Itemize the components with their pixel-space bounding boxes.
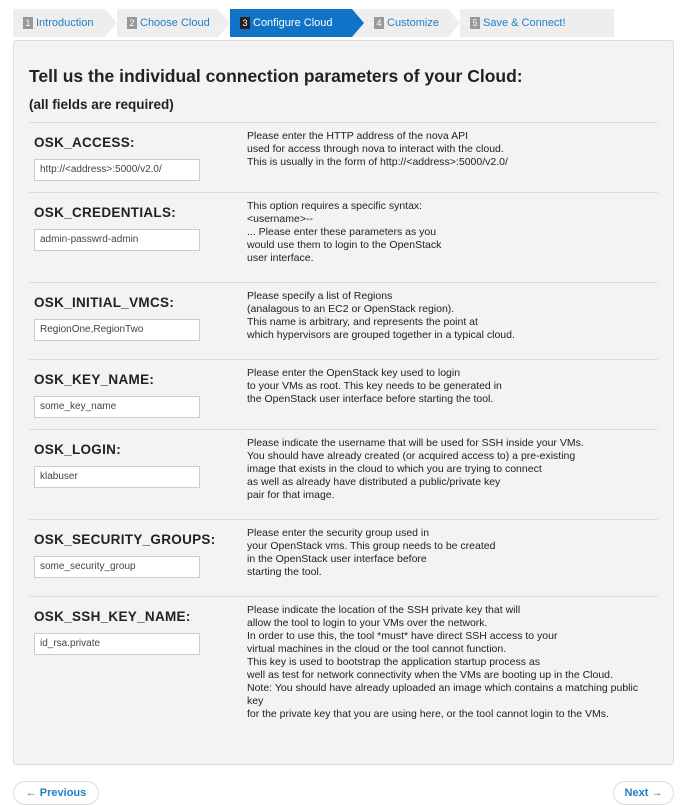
field-left: [29, 520, 247, 596]
description-line: would use them to login to the OpenStack: [247, 239, 442, 251]
step-separator: [218, 9, 230, 37]
field-row: [29, 519, 658, 596]
description-line: This is usually in the form of http://<address>:5000/v2.0/: [247, 156, 508, 168]
description-line: key: [247, 695, 264, 707]
field-description: [247, 430, 584, 519]
description-line: as well as already have distributed a public/private key: [247, 476, 501, 488]
description-line: pair for that image.: [247, 489, 335, 501]
description-line: well as test for network connectivity when the VMs are booting up in the Cloud.: [247, 669, 613, 681]
field-label: OSK_INITIAL_VMCS:: [34, 295, 175, 310]
field-left: [29, 283, 247, 359]
description-line: user interface.: [247, 252, 314, 264]
field-row: [29, 192, 658, 282]
page-title: Tell us the individual connection parameters of your Cloud:: [29, 66, 523, 86]
step-label: Introduction: [36, 17, 94, 29]
step-separator: [448, 9, 460, 37]
field-description: [247, 193, 441, 282]
field-input[interactable]: klabuser: [34, 466, 200, 488]
description-line: allow the tool to login to your VMs over the network.: [247, 617, 488, 629]
step-number: 5: [470, 17, 480, 29]
description-line: Please indicate the location of the SSH private key that will: [247, 604, 521, 616]
step-label: Configure Cloud: [253, 17, 333, 29]
field-label: OSK_SECURITY_GROUPS:: [34, 532, 216, 547]
description-line: image that exists in the cloud to which you are trying to connect: [247, 463, 542, 475]
step-label: Customize: [387, 17, 439, 29]
field-left: [29, 360, 247, 429]
step-number: 3: [240, 17, 250, 29]
field-description: [247, 123, 508, 192]
field-left: [29, 123, 247, 192]
description-line: This key is used to bootstrap the application startup process as: [247, 656, 540, 668]
field-description: [247, 283, 515, 359]
description-line: Please enter the OpenStack key used to login: [247, 367, 461, 379]
description-line: the OpenStack user interface before starting the tool.: [247, 393, 494, 405]
step-choose-cloud[interactable]: [117, 9, 218, 37]
step-save-connect[interactable]: [460, 9, 588, 37]
step-configure-cloud[interactable]: [230, 9, 352, 37]
description-line: Please enter the HTTP address of the nova API: [247, 130, 469, 142]
field-list: [29, 122, 658, 738]
field-row: [29, 429, 658, 519]
field-description: [247, 520, 495, 596]
description-line: Please indicate the username that will be used for SSH inside your VMs.: [247, 437, 584, 449]
previous-button[interactable]: ← Previous: [13, 781, 99, 805]
description-line: in the OpenStack user interface before: [247, 553, 427, 565]
step-introduction[interactable]: [13, 9, 105, 37]
description-line: This name is arbitrary, and represents the point at: [247, 316, 478, 328]
step-number: 1: [23, 17, 33, 29]
description-line: which hypervisors are grouped together in a typical cloud.: [247, 329, 515, 341]
description-line: <username>--: [247, 213, 313, 225]
field-input[interactable]: RegionOne,RegionTwo: [34, 319, 200, 341]
description-line: for the private key that you are using here, or the tool cannot login to the VMs.: [247, 708, 609, 720]
next-button[interactable]: Next →: [613, 781, 674, 805]
description-line: (analagous to an EC2 or OpenStack region).: [247, 303, 455, 315]
description-line: In order to use this, the tool *must* have direct SSH access to your: [247, 630, 558, 642]
description-line: to your VMs as root. This key needs to be generated in: [247, 380, 502, 392]
step-label: Choose Cloud: [140, 17, 210, 29]
field-row: [29, 359, 658, 429]
field-input[interactable]: http://<address>:5000/v2.0/: [34, 159, 200, 181]
field-label: OSK_SSH_KEY_NAME:: [34, 609, 191, 624]
field-input[interactable]: id_rsa.private: [34, 633, 200, 655]
field-description: [247, 360, 502, 429]
field-label: OSK_ACCESS:: [34, 135, 135, 150]
field-input[interactable]: some_key_name: [34, 396, 200, 418]
field-left: [29, 193, 247, 282]
page-subtitle: (all fields are required): [29, 97, 174, 112]
step-customize[interactable]: [352, 9, 448, 37]
config-panel: [13, 40, 674, 765]
description-line: Please specify a list of Regions: [247, 290, 393, 302]
wizard-steps: [13, 9, 614, 37]
description-line: your OpenStack vms. This group needs to be created: [247, 540, 496, 552]
field-label: OSK_LOGIN:: [34, 442, 122, 457]
field-label: OSK_CREDENTIALS:: [34, 205, 177, 220]
field-left: [29, 597, 247, 738]
field-left: [29, 430, 247, 519]
field-row: [29, 282, 658, 359]
description-line: ... Please enter these parameters as you: [247, 226, 437, 238]
description-line: You should have already created (or acquired access to) a pre-existing: [247, 450, 576, 462]
description-line: This option requires a specific syntax:: [247, 200, 423, 212]
step-number: 4: [374, 17, 384, 29]
field-row: [29, 596, 658, 738]
field-row: [29, 122, 658, 192]
step-label: Save & Connect!: [483, 17, 566, 29]
description-line: Please enter the security group used in: [247, 527, 430, 539]
field-input[interactable]: admin-passwrd-admin: [34, 229, 200, 251]
step-separator: [105, 9, 117, 37]
description-line: Note: You should have already uploaded an image which contains a matching public: [247, 682, 639, 694]
step-number: 2: [127, 17, 137, 29]
description-line: virtual machines in the cloud or the tool cannot function.: [247, 643, 507, 655]
field-label: OSK_KEY_NAME:: [34, 372, 155, 387]
description-line: starting the tool.: [247, 566, 322, 578]
field-input[interactable]: some_security_group: [34, 556, 200, 578]
description-line: used for access through nova to interact with the cloud.: [247, 143, 504, 155]
field-description: [247, 597, 638, 738]
